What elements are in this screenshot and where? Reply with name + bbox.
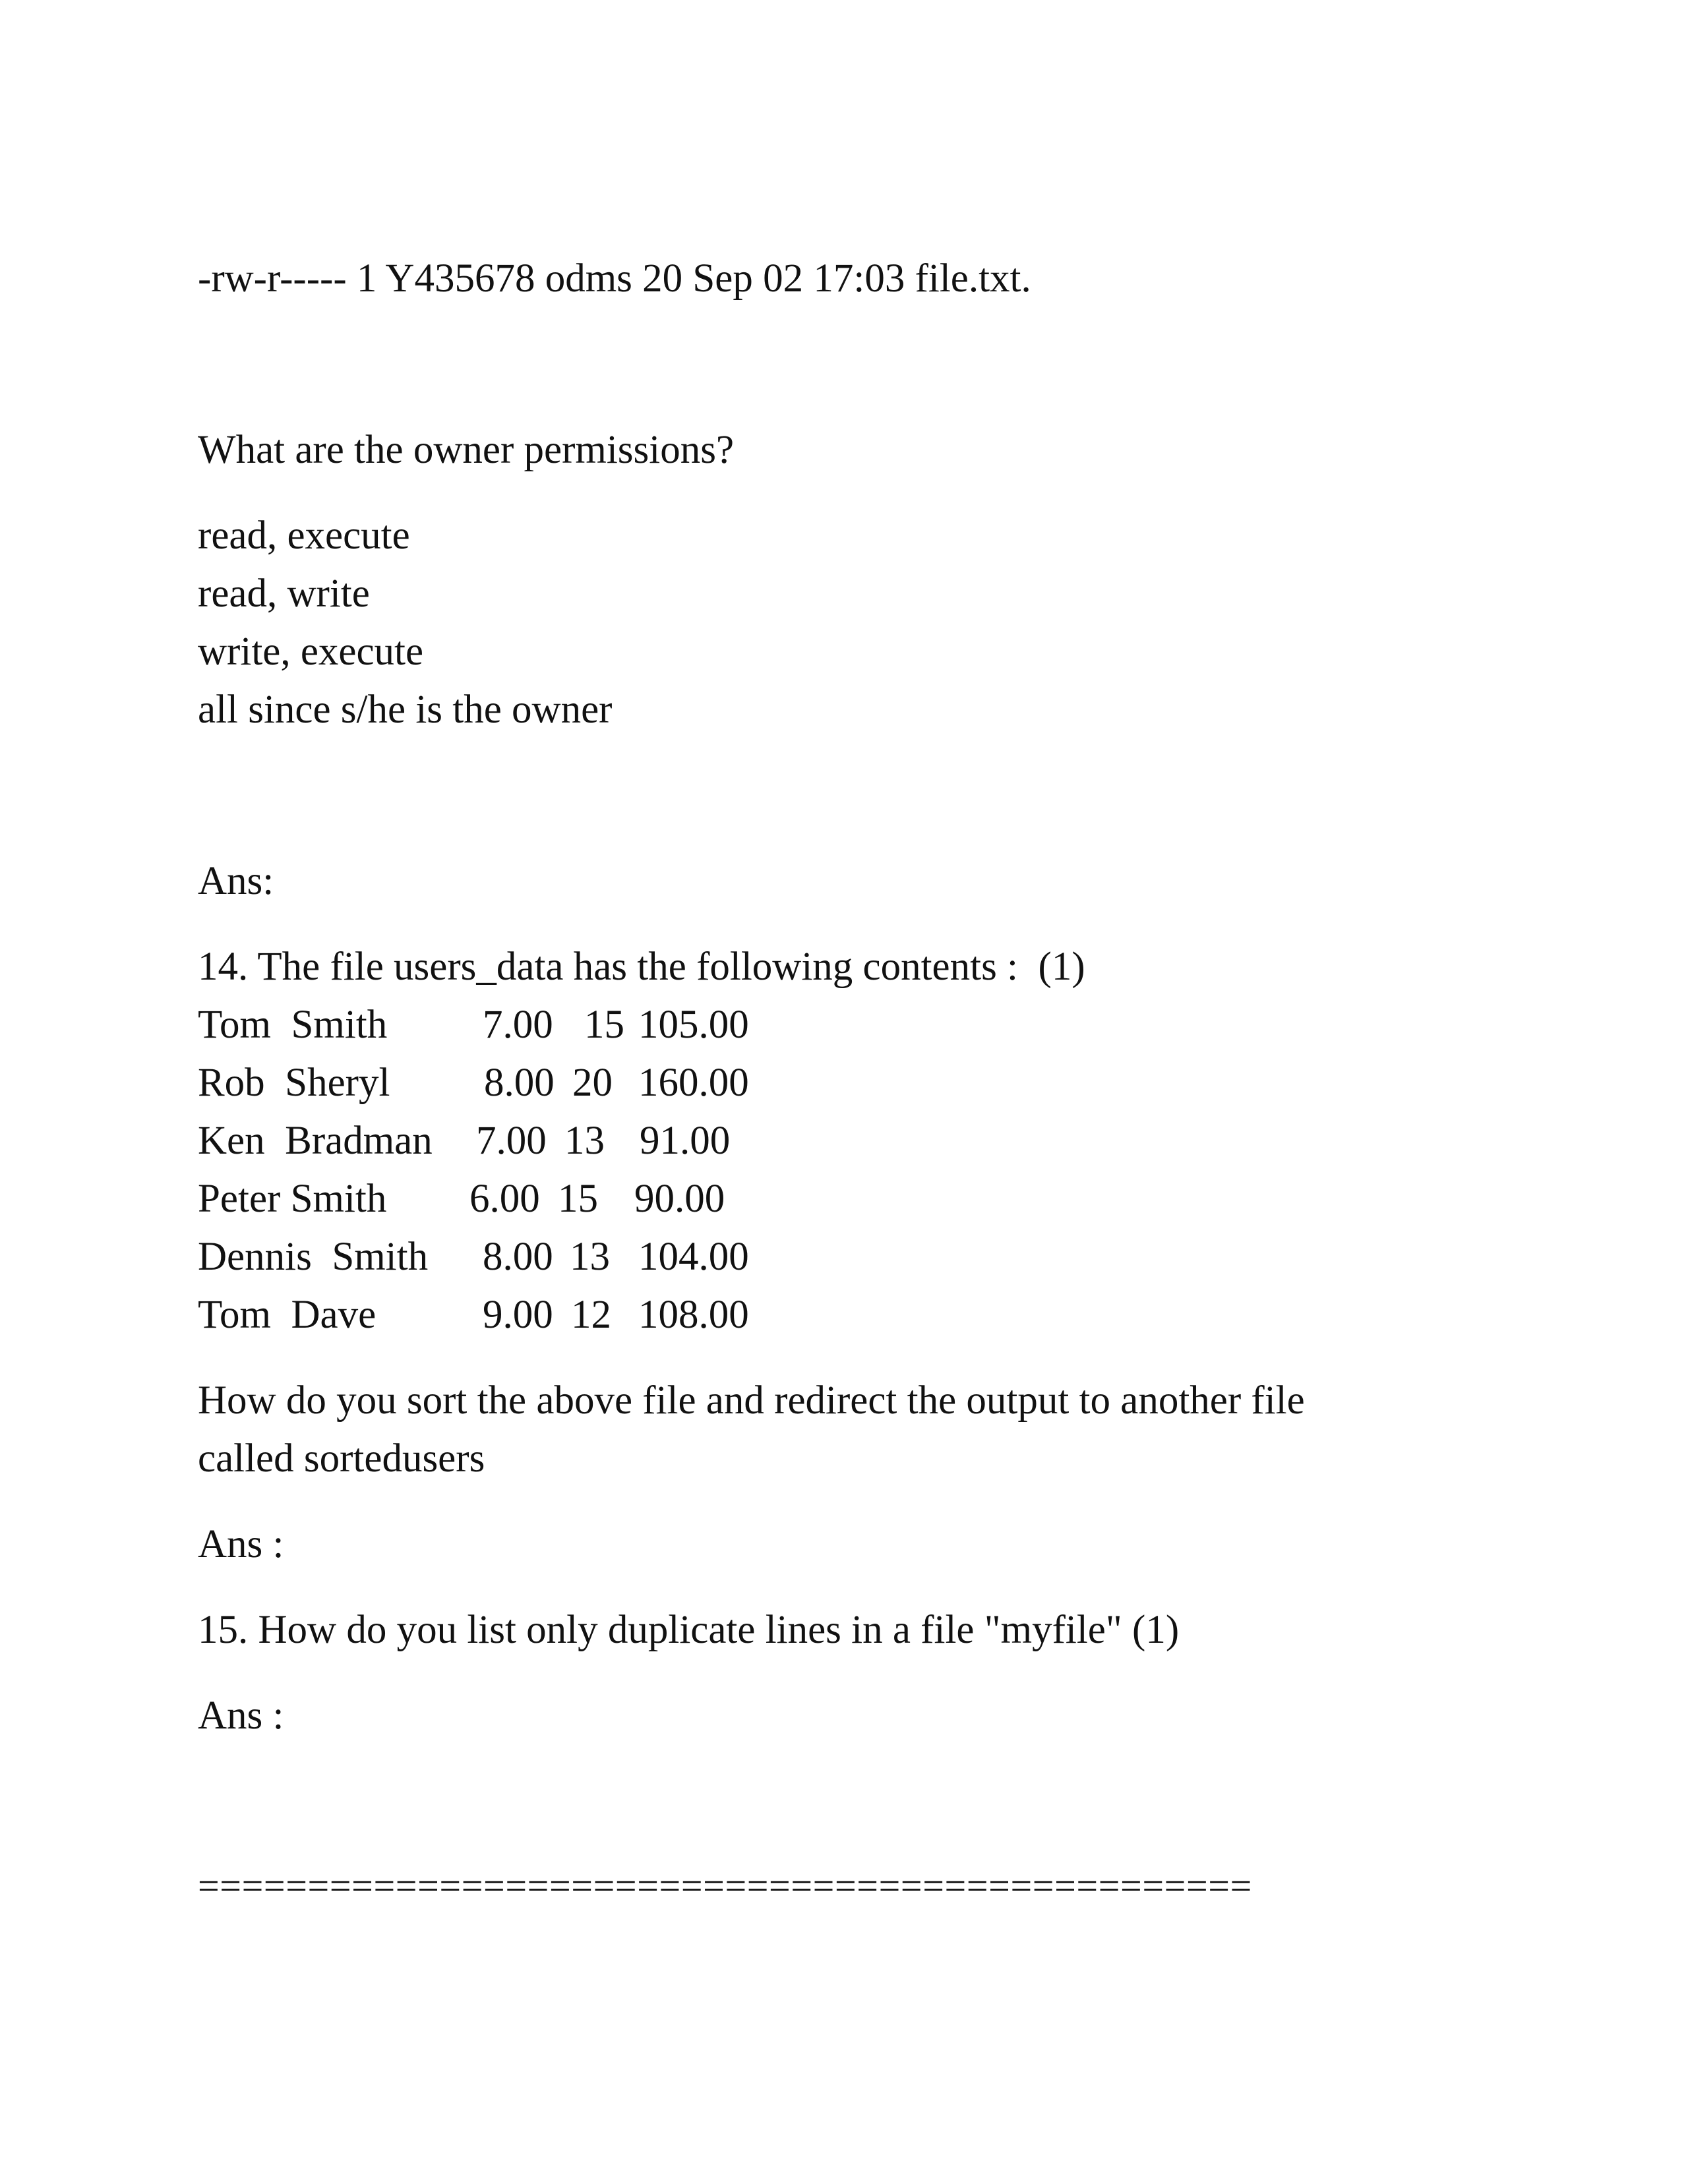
rate-cell: 9.00 — [483, 1293, 553, 1337]
count-cell: 12 — [571, 1293, 611, 1337]
total-cell: 90.00 — [634, 1177, 725, 1221]
total-cell: 108.00 — [638, 1293, 749, 1337]
sort-question-line-1: How do you sort the above file and redirect the output to another file — [198, 1378, 1305, 1423]
total-cell: 91.00 — [640, 1119, 731, 1163]
user-name-cell: Tom Smith — [198, 1003, 388, 1047]
count-cell: 20 — [572, 1061, 613, 1105]
count-cell: 15 — [584, 1003, 624, 1047]
question-15-title: 15. How do you list only duplicate lines in a file "myfile" (1) — [198, 1608, 1180, 1652]
count-cell: 13 — [570, 1235, 610, 1279]
rate-cell: 8.00 — [483, 1235, 553, 1279]
count-cell: 13 — [564, 1119, 605, 1163]
answer-label: Ans : — [198, 1694, 284, 1738]
owner-permissions-question: What are the owner permissions? — [198, 428, 735, 472]
option-item: read, execute — [198, 514, 410, 558]
question-14-title: 14. The file users_data has the following contents : (1) — [198, 945, 1085, 989]
file-listing-line: -rw-r----- 1 Y435678 odms 20 Sep 02 17:03 file.txt. — [198, 256, 1031, 301]
user-name-cell: Peter Smith — [198, 1177, 387, 1221]
rate-cell: 6.00 — [469, 1177, 540, 1221]
answer-label: Ans : — [198, 1522, 284, 1566]
option-item: all since s/he is the owner — [198, 688, 613, 732]
user-name-cell: Dennis Smith — [198, 1235, 429, 1279]
answer-label: Ans: — [198, 859, 274, 903]
total-cell: 160.00 — [638, 1061, 749, 1105]
total-cell: 104.00 — [638, 1235, 749, 1279]
user-name-cell: Rob Sheryl — [198, 1061, 390, 1105]
option-item: write, execute — [198, 630, 424, 674]
user-name-cell: Tom Dave — [198, 1293, 377, 1337]
rate-cell: 7.00 — [476, 1119, 547, 1163]
total-cell: 105.00 — [638, 1003, 749, 1047]
rate-cell: 7.00 — [483, 1003, 553, 1047]
user-name-cell: Ken Bradman — [198, 1119, 433, 1163]
rate-cell: 8.00 — [484, 1061, 555, 1105]
option-item: read, write — [198, 572, 370, 616]
count-cell: 15 — [558, 1177, 598, 1221]
separator-line: ================================================ — [198, 1864, 1252, 1907]
sort-question-line-2: called sortedusers — [198, 1436, 485, 1481]
